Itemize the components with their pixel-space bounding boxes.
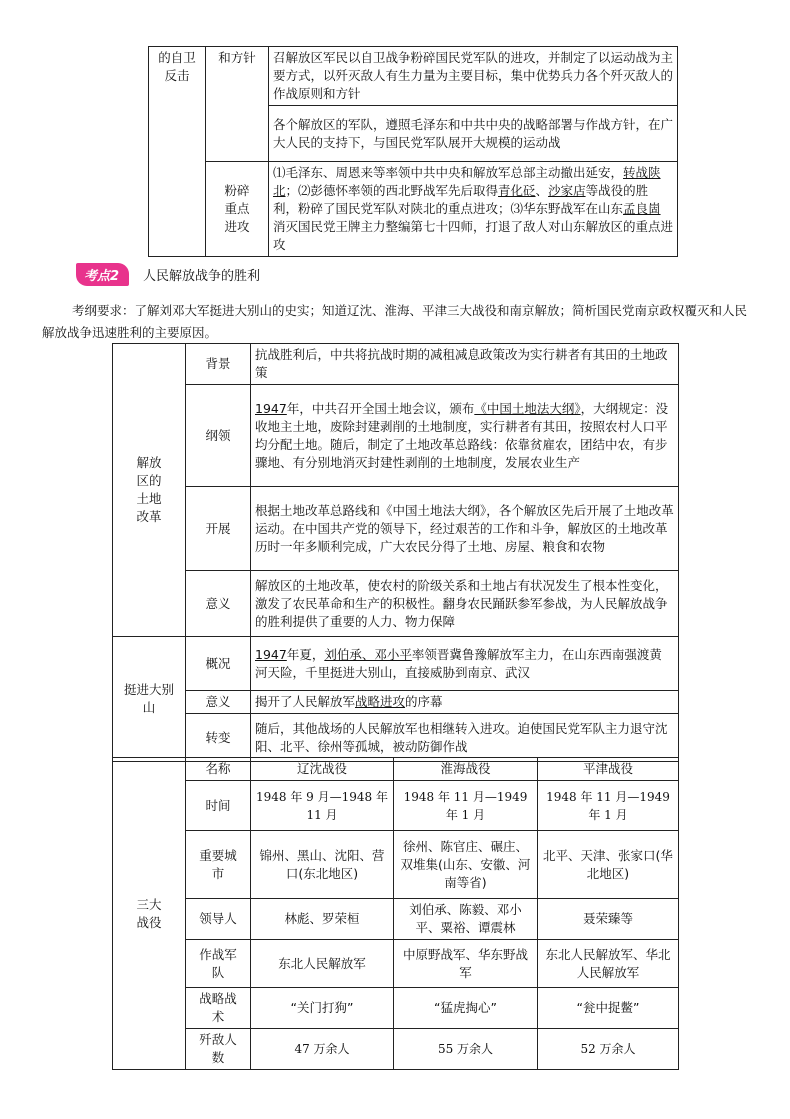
row-label-cities: 重要城 市 [186,831,251,899]
turn-label: 转变 [186,714,251,762]
meaning-label: 意义 [186,571,251,637]
campaigns-table [112,757,679,1070]
table-cell: 刘伯承、陈毅、邓小平、粟裕、谭震林 [394,899,538,940]
outline-label: 纲领 [186,385,251,487]
land-reform-label: 解放 区的 土地 改革 [113,344,186,637]
land-reform-table [112,343,679,762]
table-cell: 1948 年 9 月—1948 年 11 月 [251,781,394,831]
overview-label: 概况 [186,637,251,691]
table-cell: 林彪、罗荣桓 [251,899,394,940]
row-label-armies: 作战军 队 [186,940,251,988]
table-cell: 55 万余人 [394,1029,538,1070]
table-cell: 47 万余人 [251,1029,394,1070]
table-cell: “关门打狗” [251,988,394,1029]
header-pingjin: 平津战役 [538,758,679,781]
table-cell: 东北人民解放军、华北人民解放军 [538,940,679,988]
row-label-tactics: 战略战 术 [186,988,251,1029]
develop-text: 根据土地改革总路线和《中国土地法大纲》，各个解放区先后开展了土地改革运动。在中国共产党的领导下，经过艰苦的工作和斗争，解放区的土地改革历时一年多顺利完成，广大农民分得了土地、房屋、粮食和农物 [251,487,679,571]
develop-label: 开展 [186,487,251,571]
table-cell: 徐州、陈官庄、碾庄、双堆集(山东、安徽、河南等省) [394,831,538,899]
table-cell: 锦州、黑山、沈阳、营口(东北地区) [251,831,394,899]
significance-text: 揭开了人民解放军战略进攻的序幕 [251,691,679,714]
meaning-text: 解放区的土地改革，使农村的阶级关系和土地占有状况发生了根本性变化，激发了农民革命和生产的积极性。翻身农民踊跃参军参战，为人民解放战争的胜利提供了重要的人力、物力保障 [251,571,679,637]
syllabus-requirement: 考纲要求：了解刘邓大军挺进大别山的史实；知道辽沈、淮海、平津三大战役和南京解放；简析国民党南京政权覆灭和人民解放战争迅速胜利的主要原因。 [42,303,748,340]
table-cell: 52 万余人 [538,1029,679,1070]
strategy-table [148,46,678,257]
table-cell: 1948 年 11 月—1949 年 1 月 [394,781,538,831]
campaigns-label: 三大 战役 [113,758,186,1070]
policy-text: 召解放区军民以自卫战争粉碎国民党军队的进攻，并制定了以运动战为主要方式，以歼灭敌人有生力量为主要目标，集中优势兵力各个歼灭敌人的作战原则和方针 [269,47,678,106]
section-heading [76,263,260,285]
outline-text: 1947年，中共召开全国土地会议，颁布《中国土地法大纲》，大纲规定：没收地主土地，废除封建剥削的土地制度，实行耕者有其田，按照农村人口平均分配土地。随后，制定了土地改革总路线：依靠贫雇农，团结中农，有步骤地、有分别地消灭封建性剥削的土地制度，发展农业生产 [251,385,679,487]
policy-label: 和方针 [206,47,269,162]
dabie-label: 挺进大别 山 [113,637,186,762]
section-title: 人民解放战争的胜利 [143,268,261,284]
crush-offensive-label: 粉碎 重点 进攻 [206,162,269,257]
background-label: 背景 [186,344,251,385]
crush-offensive-text: ⑴毛泽东、周恩来等率领中共中央和解放军总部主动撤出延安，转战陕北；⑵彭德怀率领的西北野战军先后取得青化砭、沙家店等战役的胜利，粉碎了国民党军队对陕北的重点进攻；⑶华东野战军在山东孟良崮消灭国民党王牌主力整编第七十四师，打退了敌人对山东解放区的重点进攻 [269,162,678,257]
row-label-leaders: 领导人 [186,899,251,940]
exam-point-badge: 考点2 [76,263,129,286]
significance-label: 意义 [186,691,251,714]
header-name: 名称 [186,758,251,781]
table-cell: 中原野战军、华东野战军 [394,940,538,988]
category-label: 的自卫 反击 [149,47,206,257]
overview-text: 1947年夏，刘伯承、邓小平率领晋冀鲁豫解放军主力，在山东西南强渡黄河天险，千里挺进大别山，直接威胁到南京、武汉 [251,637,679,691]
table-cell: 1948 年 11 月—1949 年 1 月 [538,781,679,831]
table-cell: “猛虎掏心” [394,988,538,1029]
header-liaoshen: 辽沈战役 [251,758,394,781]
table-cell: 东北人民解放军 [251,940,394,988]
table-cell: “瓮中捉鳖” [538,988,679,1029]
background-text: 抗战胜利后，中共将抗战时期的减租减息政策改为实行耕者有其田的土地政策 [251,344,679,385]
row-label-time: 时间 [186,781,251,831]
mobile-war-text: 各个解放区的军队，遵照毛泽东和中共中央的战略部署与作战方针，在广大人民的支持下，与国民党军队展开大规模的运动战 [269,106,678,162]
row-label-casualties: 歼敌人 数 [186,1029,251,1070]
table-cell: 北平、天津、张家口(华北地区) [538,831,679,899]
header-huaihai: 淮海战役 [394,758,538,781]
turn-text: 随后，其他战场的人民解放军也相继转入进攻。迫使国民党军队主力退守沈阳、北平、徐州等孤城，被动防御作战 [251,714,679,762]
table-cell: 聂荣臻等 [538,899,679,940]
